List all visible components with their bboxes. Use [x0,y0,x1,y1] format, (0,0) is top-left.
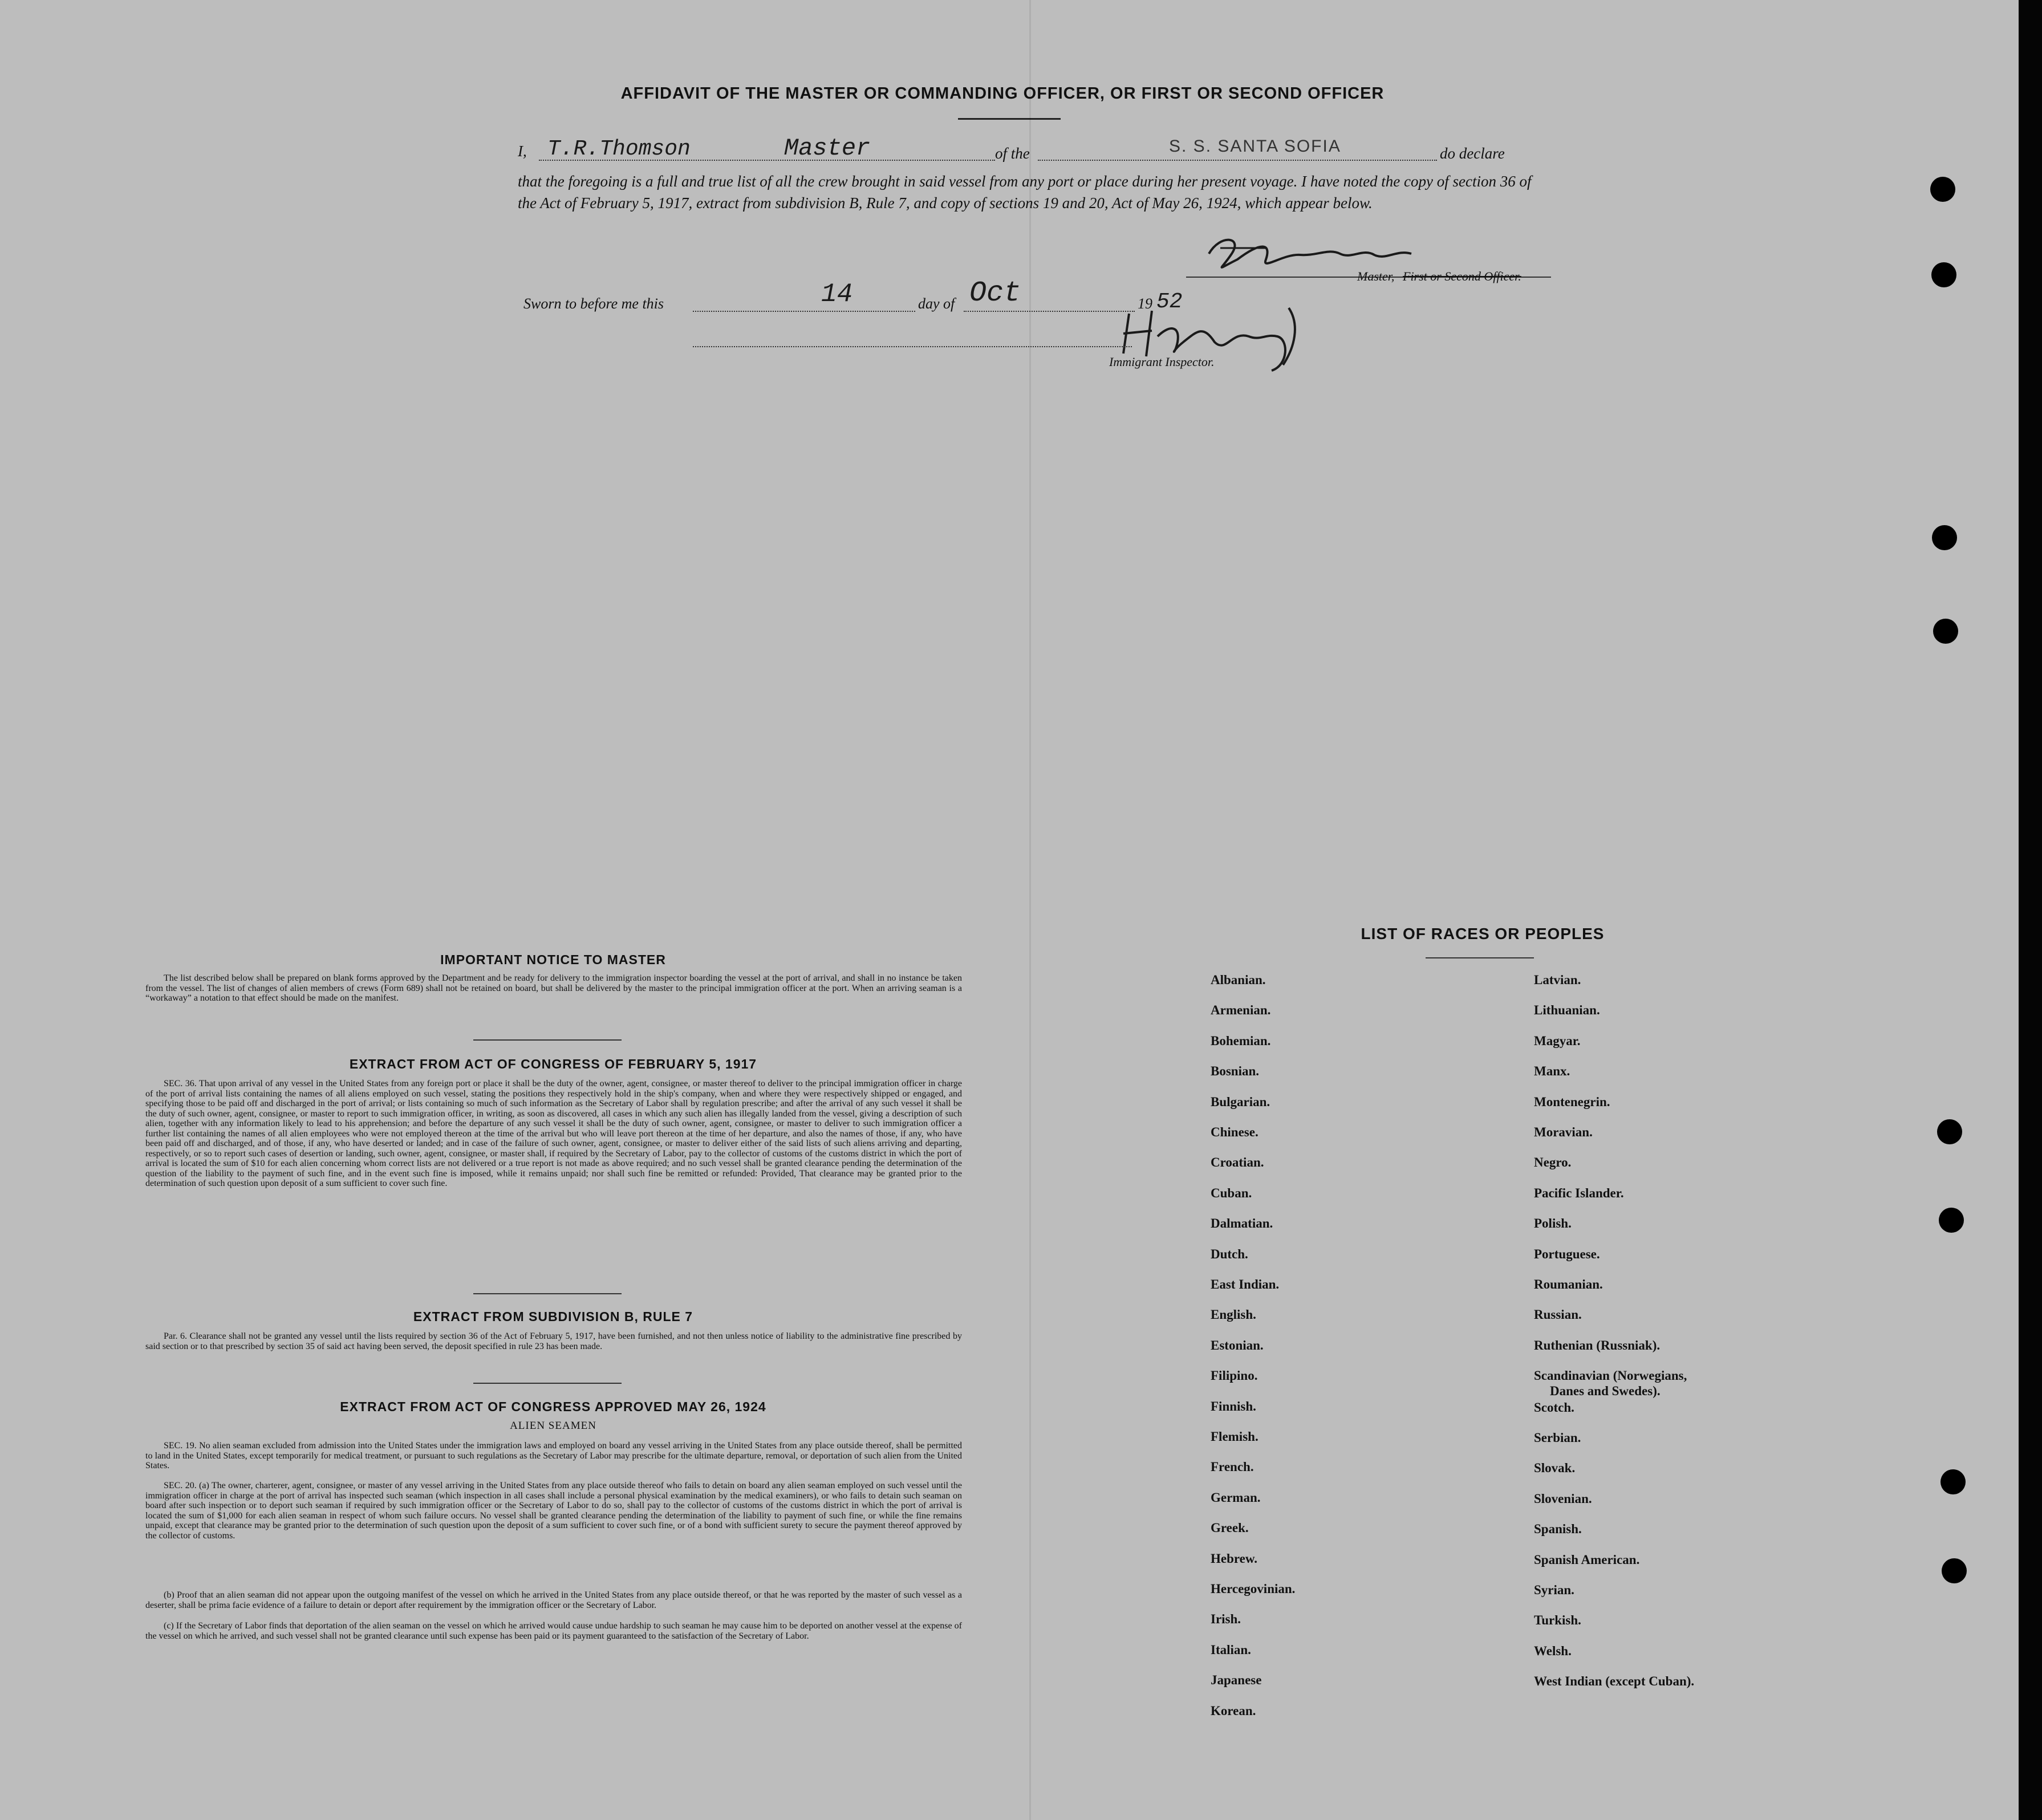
races-rule [1426,957,1534,958]
race-item: Hebrew. [1211,1551,1257,1566]
extract-1917-title: EXTRACT FROM ACT OF CONGRESS OF FEBRUARY 5, 1917 [349,1057,757,1071]
inspector-signature-line [693,346,1132,347]
race-item: Danes and Swedes). [1550,1384,1661,1399]
race-item: Moravian. [1534,1125,1593,1139]
extract-1917-text: SEC. 36. That upon arrival of any vessel in the United States from any foreign port or place it shall be the duty of the owner, agent, consignee, or master thereof to deliver to the principal immigration officer in charge of the port of arrival lists containing the names of all aliens employed on such vessel, stating the positions they respectively hold in the ship's company, when and where they were respectively shipped or engaged, and specifying those to be paid off and discharged in the port of arrival; or lists containing so much of such information as the Secretary of Labor shall by regulation prescribe; and after the arrival of any such vessel it shall be the duty of such owner, agent, consignee, or master to report to such immigration officer, in writing, as soon as discovered, all cases in which any such alien has illegally landed from the vessel, giving a description of such alien, together with any information likely to lead to his apprehension; and before the departure of any such vessel it shall be the duty of such owner, agent, consignee, or master to deliver to such immigration officer a further list containing the names of all alien employees who were not employed thereon at the time of the arrival but who will leave port thereon at the time of her departure, and also the names of those, if any, who have been paid off and discharged, and of those, if any, who have deserted or landed; and in case of the failure of such owner, agent, consignee, or master to deliver either of the said lists of such aliens arriving and departing, respectively, or so to report such cases of desertion or landing, such owner, agent, consignee, or master shall, if required by the Secretary of Labor, pay to the collector of customs of the customs district in which the port of arrival is located the sum of $10 for each alien concerning whom correct lists are not delivered or a true report is not made as above required; and no such vessel shall be granted clearance pending the determination of the question of the liability to the payment of such fine, and in the event such fine is imposed, while it remains unpaid; nor shall such fine be remitted or refunded: Provided, That clearance may be granted prior to the determination of such question upon deposit of a sum sufficient to cover such fine. [145,1079,962,1188]
race-item: Portuguese. [1534,1246,1600,1261]
do-declare-label: do declare [1440,145,1505,162]
race-item: Ruthenian (Russniak). [1534,1338,1661,1352]
race-item: Finnish. [1211,1399,1256,1413]
race-item: Manx. [1534,1064,1570,1079]
sworn-label: Sworn to before me this [523,295,664,312]
vessel-line [1038,160,1437,161]
race-item: Korean. [1211,1703,1256,1718]
affidavit-body: that the foregoing is a full and true list of all the crew brought in said vessel from any port or place during her present voyage. I have noted the copy of section 36 of the Act of February 5, 1917, extract from subdivision B, Rule 7, and copy of sections 19 and 20, Act of May 26, 1924, which appear below. [518,173,1532,212]
race-item: Spanish American. [1534,1552,1640,1567]
title-rule [958,118,1061,120]
punch-hole [1932,525,1957,550]
punch-hole [1930,177,1955,202]
day-of-label: day of [918,295,955,312]
sworn-month: Oct [969,277,1021,310]
race-item: Bohemian. [1211,1033,1271,1048]
master-name: T.R.Thomson [547,137,691,161]
race-item: English. [1211,1307,1256,1322]
race-item: Turkish. [1534,1613,1581,1628]
race-item: Serbian. [1534,1431,1581,1445]
master-signature [1197,231,1437,277]
race-item: Negro. [1534,1155,1572,1170]
affidavit-title: AFFIDAVIT OF THE MASTER OR COMMANDING OFFICER, OR FIRST OR SECOND OFFICER [620,84,1385,103]
race-item: Scandinavian (Norwegians, [1534,1368,1687,1383]
punch-hole [1937,1119,1962,1144]
race-item: Greek. [1211,1521,1249,1535]
sec20c-text: (c) If the Secretary of Labor finds that deportation of the alien seaman on the vessel on which he arrived would cause undue hardship to such seaman he may cause him to be deported on another vessel at the expense of the vessel on which he arrived, and such vessel shall not be granted clearance until such expense has been paid or its payment guaranteed to the satisfaction of the Secretary of Labor. [145,1621,962,1641]
notice-text: The list described below shall be prepared on blank forms approved by the Department and be ready for delivery to the immigration inspector boarding the vessel at the port of arrival, and shall in no instance be taken from the vessel. The list of changes of alien members of crews (Form 689) shall not be retained on board, but shall be delivered by the master to the principal immigration officer at the port. When an arriving seaman is a “workaway” a notation to that effect should be made on the manifest. [145,973,962,1003]
race-item: Slovak. [1534,1461,1576,1476]
of-the-label: of the [995,145,1030,162]
rule7-text: Par. 6. Clearance shall not be granted any vessel until the lists required by section 36 of the Act of February 5, 1917, have been furnished, and not then unless notice of liability to the administrative fine prescribed by said section or to that prescribed by section 35 of said act having been served, the deposit specified in rule 23 has been made. [145,1331,962,1351]
rule7-rule [473,1383,622,1384]
race-item: Dutch. [1211,1246,1248,1261]
extract-1924-title: EXTRACT FROM ACT OF CONGRESS APPROVED MAY 26, 1924 [340,1399,766,1414]
struck-officer-label: First or Second Officer. [1403,269,1521,283]
race-item: Dalmatian. [1211,1216,1273,1231]
race-item: Albanian. [1211,973,1266,987]
race-item: West Indian (except Cuban). [1534,1674,1695,1689]
race-item: Japanese [1211,1673,1262,1688]
races-title: LIST OF RACES OR PEOPLES [1361,925,1605,942]
race-item: Slovenian. [1534,1491,1592,1506]
race-item: Syrian. [1534,1583,1574,1597]
notice-title: IMPORTANT NOTICE TO MASTER [440,952,666,967]
punch-hole [1931,262,1956,287]
race-item: Armenian. [1211,1003,1271,1018]
race-item: Irish. [1211,1612,1241,1627]
race-item: German. [1211,1490,1261,1505]
sworn-year: 52 [1156,290,1183,314]
race-item: Scotch. [1534,1400,1574,1415]
race-item: Polish. [1534,1216,1572,1231]
race-item: Cuban. [1211,1185,1252,1200]
race-item: Bosnian. [1211,1064,1260,1079]
race-item: Italian. [1211,1642,1251,1657]
extract-1917-rule [473,1293,622,1294]
rule7-title: EXTRACT FROM SUBDIVISION B, RULE 7 [413,1309,693,1324]
year-prefix: 19 [1138,295,1152,312]
race-item: Lithuanian. [1534,1003,1600,1018]
race-item: French. [1211,1460,1254,1474]
race-item: Russian. [1534,1307,1582,1322]
race-item: Montenegrin. [1534,1094,1610,1109]
race-item: Estonian. [1211,1338,1264,1352]
master-label: Master, [1357,269,1395,283]
notice-rule [473,1039,622,1041]
race-item: Magyar. [1534,1033,1581,1048]
punch-hole [1939,1208,1964,1233]
race-item: Filipino. [1211,1368,1258,1383]
race-item: Welsh. [1534,1643,1572,1658]
punch-hole [1933,619,1958,644]
affidavit-i-label: I, [518,143,527,160]
race-item: Bulgarian. [1211,1094,1270,1109]
day-line [693,311,915,312]
punch-hole [1942,1558,1967,1583]
month-line [964,311,1135,312]
race-item: Hercegovinian. [1211,1582,1296,1596]
vessel-stamp: S. S. SANTA SOFIA [1169,137,1341,156]
alien-seamen-subtitle: ALIEN SEAMEN [510,1420,596,1432]
race-item: East Indian. [1211,1277,1280,1291]
race-item: Chinese. [1211,1125,1259,1139]
race-item: Latvian. [1534,973,1581,987]
race-item: Spanish. [1534,1522,1582,1537]
sec20b-text: (b) Proof that an alien seaman did not appear upon the outgoing manifest of the vessel on which he arrived in the United States from any place outside thereof, or that he was reported by the master of such vessel as a deserter, shall be prima facie evidence of a failure to detain or deport after requirement by the immigration officer or the Secretary of Labor. [145,1590,962,1610]
sec19-text: SEC. 19. No alien seaman excluded from admission into the United States under the immigration laws and employed on board any vessel arriving in the United States from any place outside thereof, shall be permitted to land in the United States, except temporarily for medical treatment, or pursuant to such regulations as the Secretary of Labor may prescribe for the ultimate departure, removal, or deportation of such alien from the United States. [145,1441,962,1470]
race-item: Roumanian. [1534,1277,1603,1291]
race-item: Flemish. [1211,1429,1259,1444]
inspector-label: Immigrant Inspector. [1109,355,1215,369]
race-item: Pacific Islander. [1534,1185,1624,1200]
punch-hole [1940,1469,1966,1494]
race-item: Croatian. [1211,1155,1264,1170]
sec20a-text: SEC. 20. (a) The owner, charterer, agent, consignee, or master of any vessel arriving in the United States from any place outside thereof who fails to detain on board any alien seaman employed on such vessel until the immigration officer in charge at the port of arrival has inspected such seaman (which inspection in all cases shall include a personal physical examination by the medical examiners), or who fails to detain such seaman on board after such inspection or to deport such seaman if required by such immigration officer or the Secretary of Labor to do so, shall pay to the collector of customs of the customs district in which the port of arrival is located the sum of $1,000 for each alien seaman in respect of whom such failure occurs. No vessel shall be granted clearance pending the determination of the liability to payment of such fine, or while the fine remains unpaid, except that clearance may be granted prior to the determination of such question upon the deposit of a sum sufficient to cover such fine, or of a bond with sufficient surety to secure the payment thereof approved by the collector of customs. [145,1481,962,1541]
sworn-day: 14 [821,279,853,309]
master-rank: Master [784,135,871,162]
